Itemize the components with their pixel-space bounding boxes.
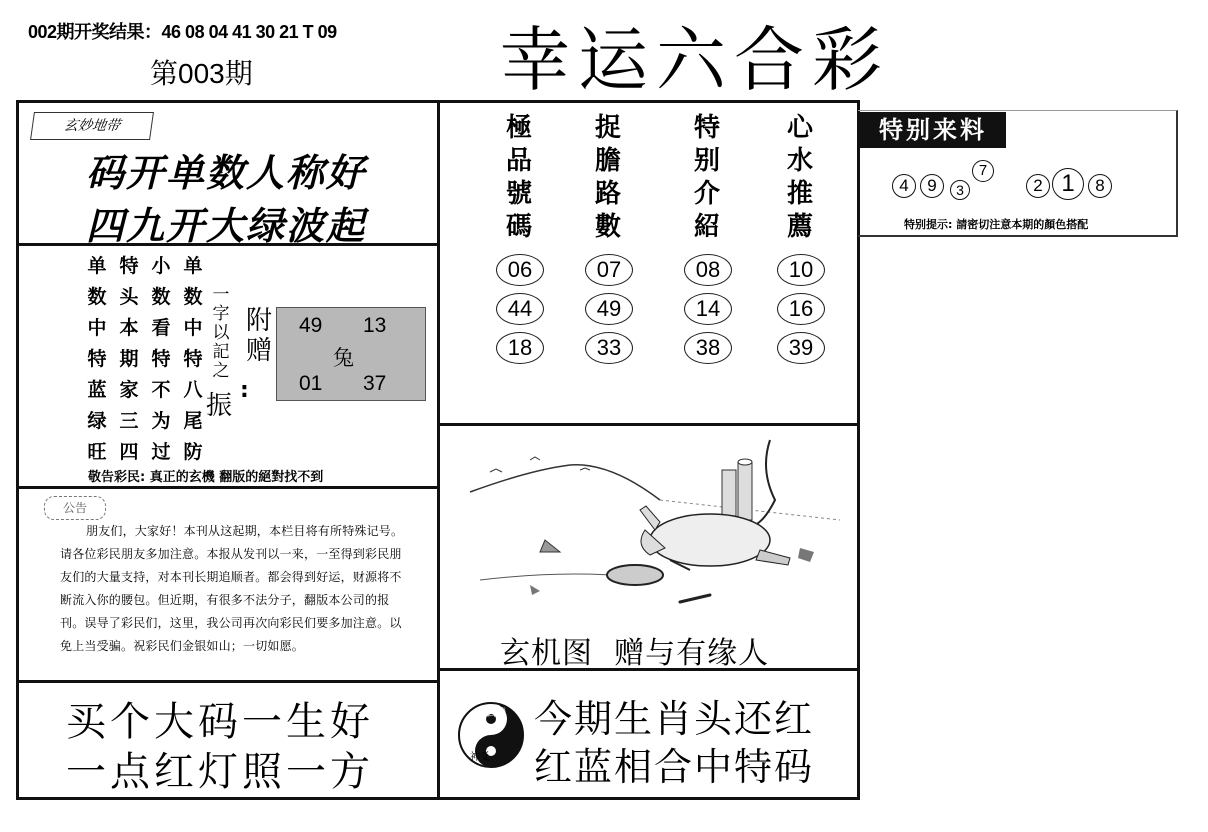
verse-char: 特: [87, 348, 107, 370]
number-ball: 07: [585, 254, 633, 286]
verse-char: 头: [119, 286, 139, 308]
gift-zodiac: 兔: [333, 346, 354, 370]
slogan-line-2: 一点红灯照一方: [66, 749, 374, 795]
picture-caption: 玄机图 赠与有缘人: [500, 636, 770, 671]
number-ball: 38: [684, 332, 732, 364]
special-number: 2: [1026, 174, 1050, 198]
number-ball: 18: [496, 332, 544, 364]
verse-char: 本: [119, 317, 139, 339]
slogan-line-1: 买个大码一生好: [66, 699, 374, 745]
brand-title: 幸运六合彩: [500, 19, 890, 101]
verse-char: 单: [87, 255, 107, 277]
verse-char: 特: [183, 348, 203, 370]
notice-body: 朋友们，大家好！本刊从这起期，本栏目将有所特殊记号。请各位彩民朋友多加注意。本报从发刊以一来，一至得到彩民朋友们的大量支持，对本刊长期追顺者。都会得到好运，财源将不断流入你的腰包。但近期，有很多不法分子，翻版本公司的报刊。误导了彩民们，这里，我公司再次向彩民们要多加注意。以免上当受骗。祝彩民们金银如山；一切如愿。: [60, 524, 404, 653]
special-numbers: [892, 160, 1152, 210]
divider-mid-1: [437, 423, 860, 426]
verse-char: 数: [183, 286, 203, 308]
gift-box: [276, 307, 426, 401]
verse-char: 蓝: [87, 379, 107, 401]
verse-char: 期: [119, 348, 139, 370]
verse-char: 四: [119, 441, 139, 463]
gift-number: 37: [363, 372, 387, 395]
number-ball: 08: [684, 254, 732, 286]
number-ball: 10: [777, 254, 825, 286]
special-tip: 特别提示: 請密切注意本期的顏色搭配: [904, 218, 1089, 231]
verse-char: 为: [151, 410, 171, 432]
gift-number: 13: [363, 314, 387, 337]
number-ball: 33: [585, 332, 633, 364]
number-ball: 49: [585, 293, 633, 325]
gift-number: 49: [299, 314, 323, 337]
headline-line-1: 码开单数人称好: [86, 150, 367, 195]
headline-line-2: 四九开大绿波起: [86, 203, 367, 248]
divider-vertical: [437, 100, 440, 800]
number-ball: 06: [496, 254, 544, 286]
verse-char: 家: [119, 379, 139, 401]
verse-char: 数: [87, 286, 107, 308]
verse-char: 不: [151, 379, 171, 401]
special-number: 4: [892, 174, 916, 198]
warning-text: 敬告彩民: 真正的玄機 翻版的絕對找不到: [88, 470, 324, 485]
yinyang-label-top: 玄機: [486, 708, 506, 719]
donkey-icon: [640, 506, 790, 570]
verse-char: 旺: [87, 441, 107, 463]
issue-number: 第003期: [150, 58, 253, 89]
number-ball: 39: [777, 332, 825, 364]
special-number: 1: [1052, 168, 1084, 200]
yinyang-label-bottom: 神爻: [470, 752, 490, 763]
verse-char: 看: [151, 317, 171, 339]
special-title: 特别来料: [860, 112, 1006, 148]
previous-result: 002期开奖结果：46 08 04 41 30 21 T 09: [28, 22, 337, 42]
number-ball: 14: [684, 293, 732, 325]
zodiac-line-1: 今期生肖头还红: [534, 697, 815, 741]
special-number: 7: [972, 160, 994, 182]
verse-char: 中: [183, 317, 203, 339]
verse-char: 单: [183, 255, 203, 277]
number-ball: 44: [496, 293, 544, 325]
zodiac-line-2: 红蓝相合中特码: [534, 745, 815, 789]
special-number: 9: [920, 174, 944, 198]
verse-char: 数: [151, 286, 171, 308]
verse-char: 尾: [183, 410, 203, 432]
side-note: 一字以記之: [212, 285, 230, 381]
notice-tag: 公告: [44, 496, 106, 520]
number-column-title: 心水推薦: [786, 113, 813, 242]
gift-colon: :: [240, 378, 249, 403]
verse-char: 小: [151, 255, 171, 277]
log-icon: [722, 459, 752, 520]
divider-left-2: [16, 486, 438, 489]
section-tag: 玄妙地带: [30, 112, 154, 140]
divider-left-3: [16, 680, 438, 683]
verse-char: 特: [119, 255, 139, 277]
verse-char: 绿: [87, 410, 107, 432]
mystery-picture: [460, 430, 840, 630]
verse-char: 八: [183, 379, 203, 401]
gift-label: 附赠: [245, 306, 272, 366]
special-number: 8: [1088, 174, 1112, 198]
verse-char: 过: [151, 441, 171, 463]
number-column-title: 特别介紹: [693, 113, 720, 242]
number-ball: 16: [777, 293, 825, 325]
number-column-title: 捉膽路數: [594, 113, 621, 242]
verse-char: 防: [183, 441, 203, 463]
number-column-title: 極品號碼: [505, 113, 532, 242]
verse-char: 中: [87, 317, 107, 339]
verse-char: 特: [151, 348, 171, 370]
side-word: 振: [206, 391, 233, 421]
verse-char: 三: [119, 410, 139, 432]
special-number: 3: [950, 180, 970, 200]
gift-number: 01: [299, 372, 323, 395]
